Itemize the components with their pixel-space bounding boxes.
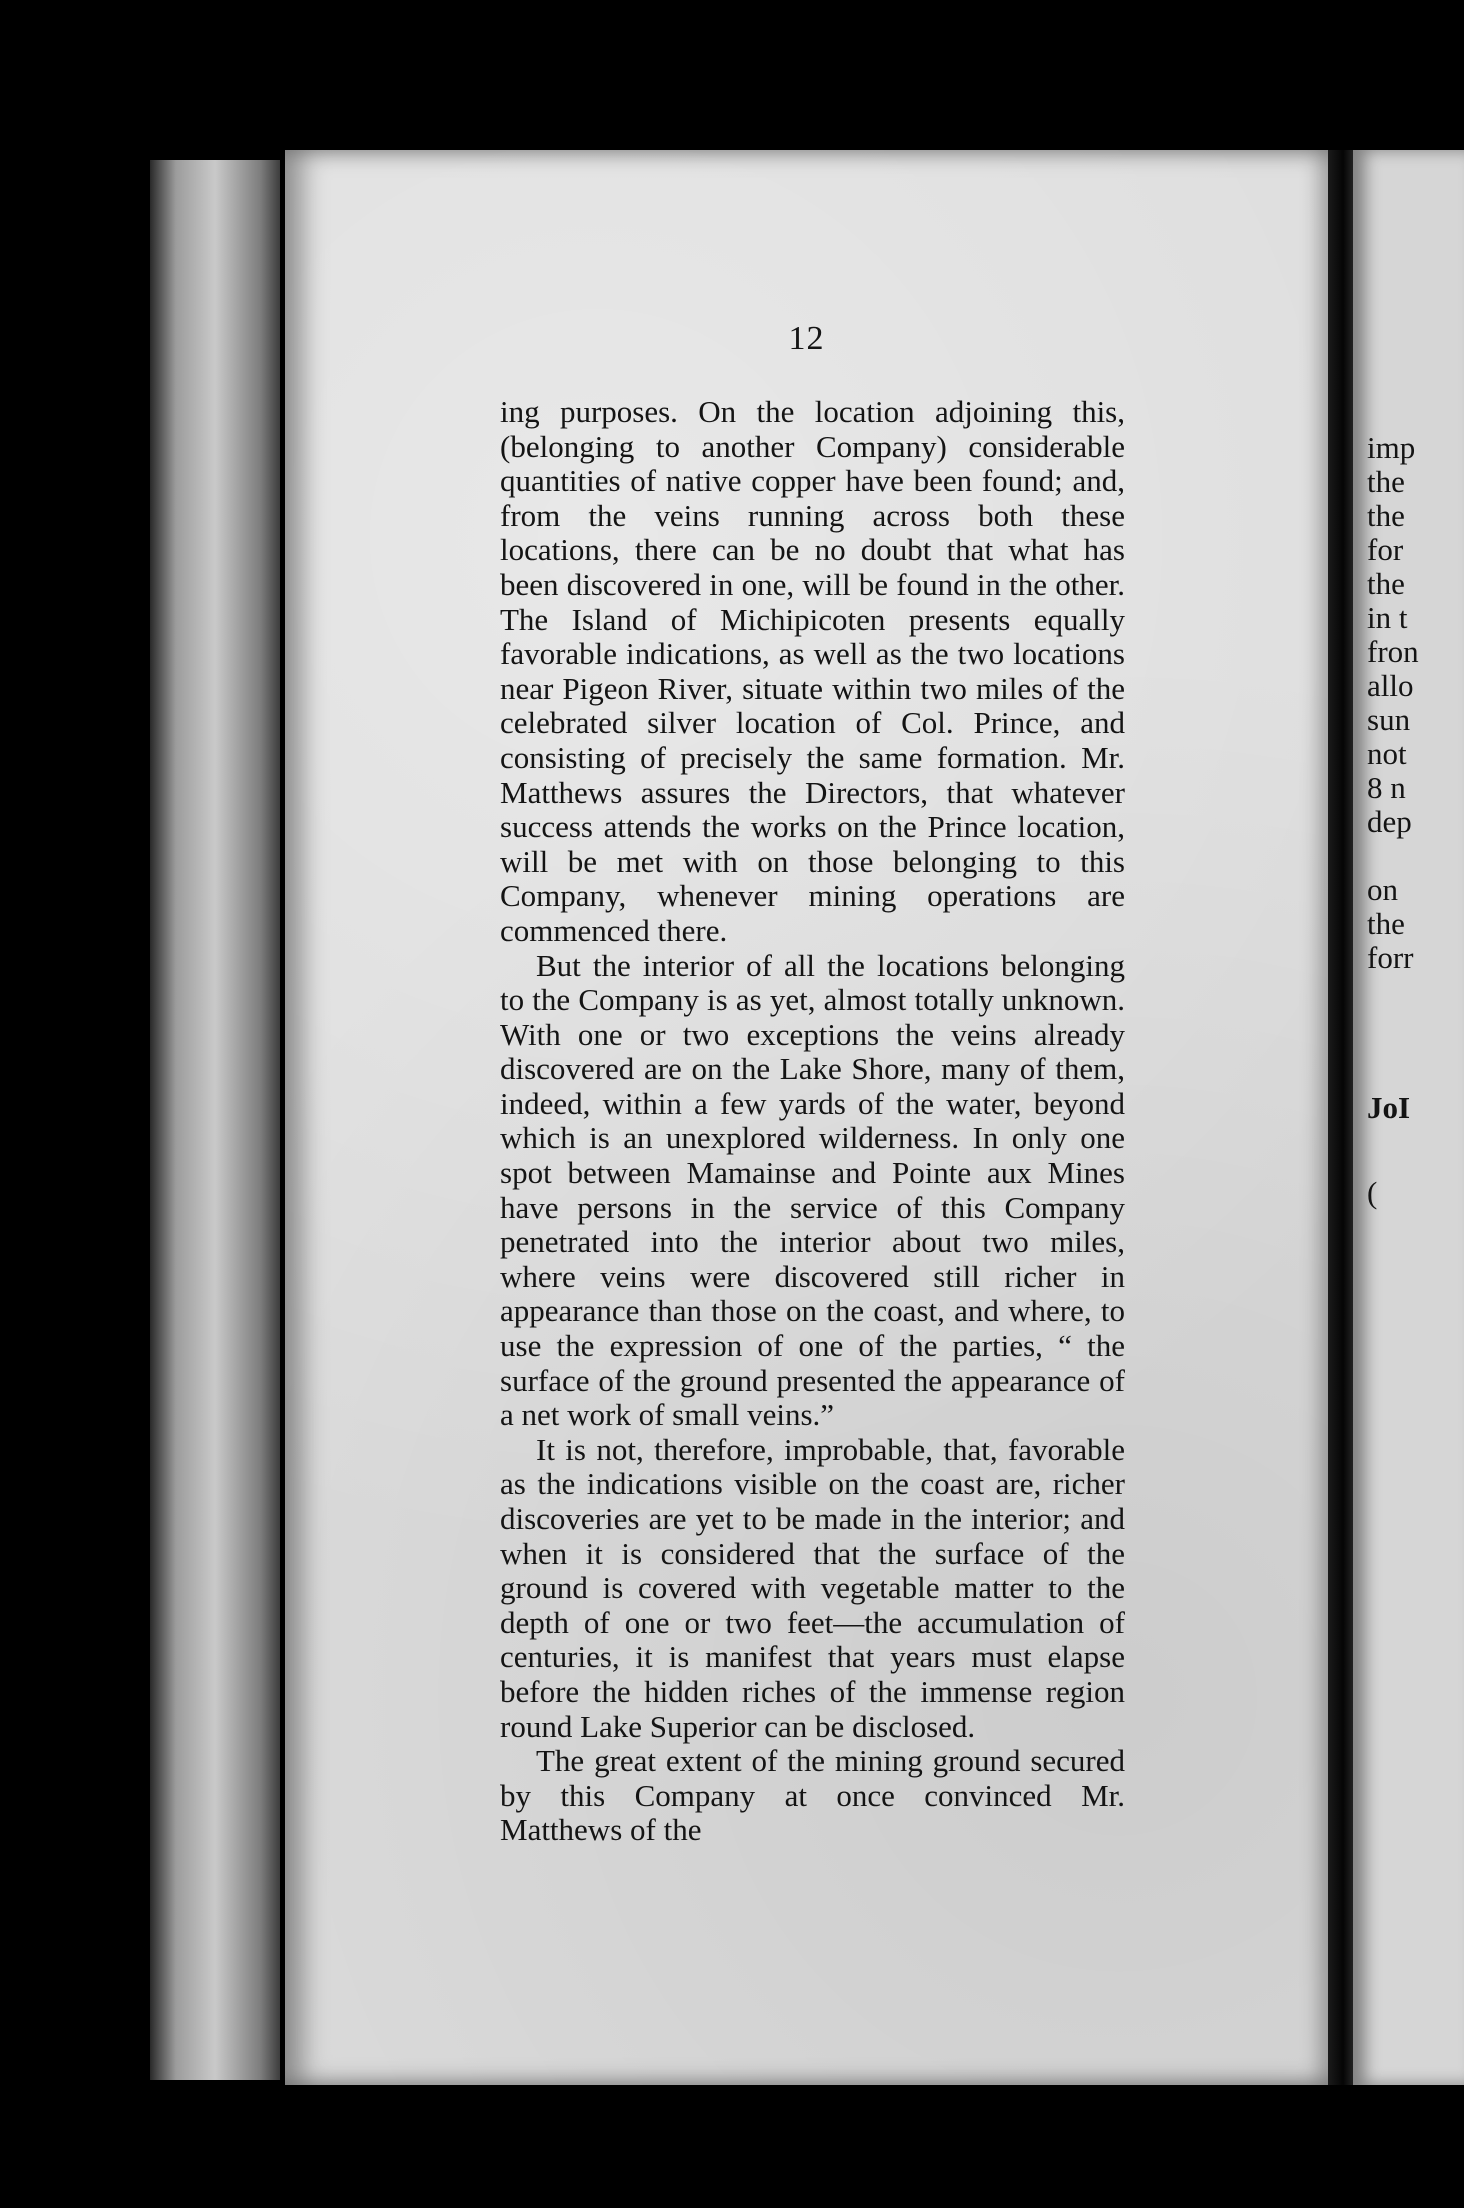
facing-line: the xyxy=(1367,566,1405,601)
book-gutter xyxy=(1328,150,1353,2085)
facing-line: allo xyxy=(1367,668,1414,703)
facing-line: forr xyxy=(1367,940,1414,975)
book-page xyxy=(285,150,1328,2085)
facing-line: for xyxy=(1367,532,1404,567)
facing-line: the xyxy=(1367,464,1405,499)
paragraph-4: The great extent of the mining ground secured by this Company at once convinced Mr. Matthews of the xyxy=(500,1743,1125,1848)
facing-line: in t xyxy=(1367,600,1408,635)
facing-line: sun xyxy=(1367,702,1411,737)
facing-line: the xyxy=(1367,498,1405,533)
page-number: 12 xyxy=(788,320,825,357)
facing-line: imp xyxy=(1367,430,1416,465)
facing-line: ( xyxy=(1367,1175,1378,1210)
previous-page-edges xyxy=(150,160,280,2080)
paragraph-3: It is not, therefore, improbable, that, favorable as the indications visible on the coast are, richer discoveries are yet to be made in the interior; and when it is considered that the surface of the ground is covered with vegetable matter to the depth of one or two feet—the accumulation of centuries, it is manifest that years must elapse before the hidden riches of the immense region round Lake Superior can be disclosed. xyxy=(500,1431,1125,1744)
facing-line: not xyxy=(1367,736,1407,771)
paragraph-1: ing purposes. On the location adjoining this, (belonging to another Company) considerable quantities of native copper have been found; and, from the veins running across both these locations, there can be no doubt that what has been discovered in one, will be found in the other. The Island of Michipicoten presents equally favorable indications, as well as the two locations near Pigeon River, situate within two miles of the celebrated silver location of Col. Prince, and consisting of precisely the same formation. Mr. Matthews assures the Directors, that whatever success attends the works on the Prince location, will be met with on those belonging to this Company, whenever mining operations are commenced there. xyxy=(500,394,1125,948)
facing-heading: JoI xyxy=(1367,1090,1411,1125)
facing-page-edge xyxy=(1353,150,1464,2085)
paragraph-2: But the interior of all the locations belonging to the Company is as yet, almost totally unknown. With one or two exceptions the veins already discovered are on the Lake Shore, many of them, indeed, within a few yards of the water, beyond which is an unexplored wilderness. In only one spot between Mamainse and Pointe aux Mines have persons in the service of this Company penetrated into the interior about two miles, where veins were discovered still richer in appearance than those on the coast, and where, to use the expression of one of the parties, “ the surface of the ground presented the appearance of a net work of small veins.” xyxy=(500,947,1125,1433)
facing-line: 8 n xyxy=(1367,770,1406,805)
facing-line: fron xyxy=(1367,634,1419,669)
facing-line: dep xyxy=(1367,804,1412,839)
facing-line: on xyxy=(1367,872,1398,907)
page-body-text xyxy=(500,395,1125,1848)
facing-line: the xyxy=(1367,906,1405,941)
